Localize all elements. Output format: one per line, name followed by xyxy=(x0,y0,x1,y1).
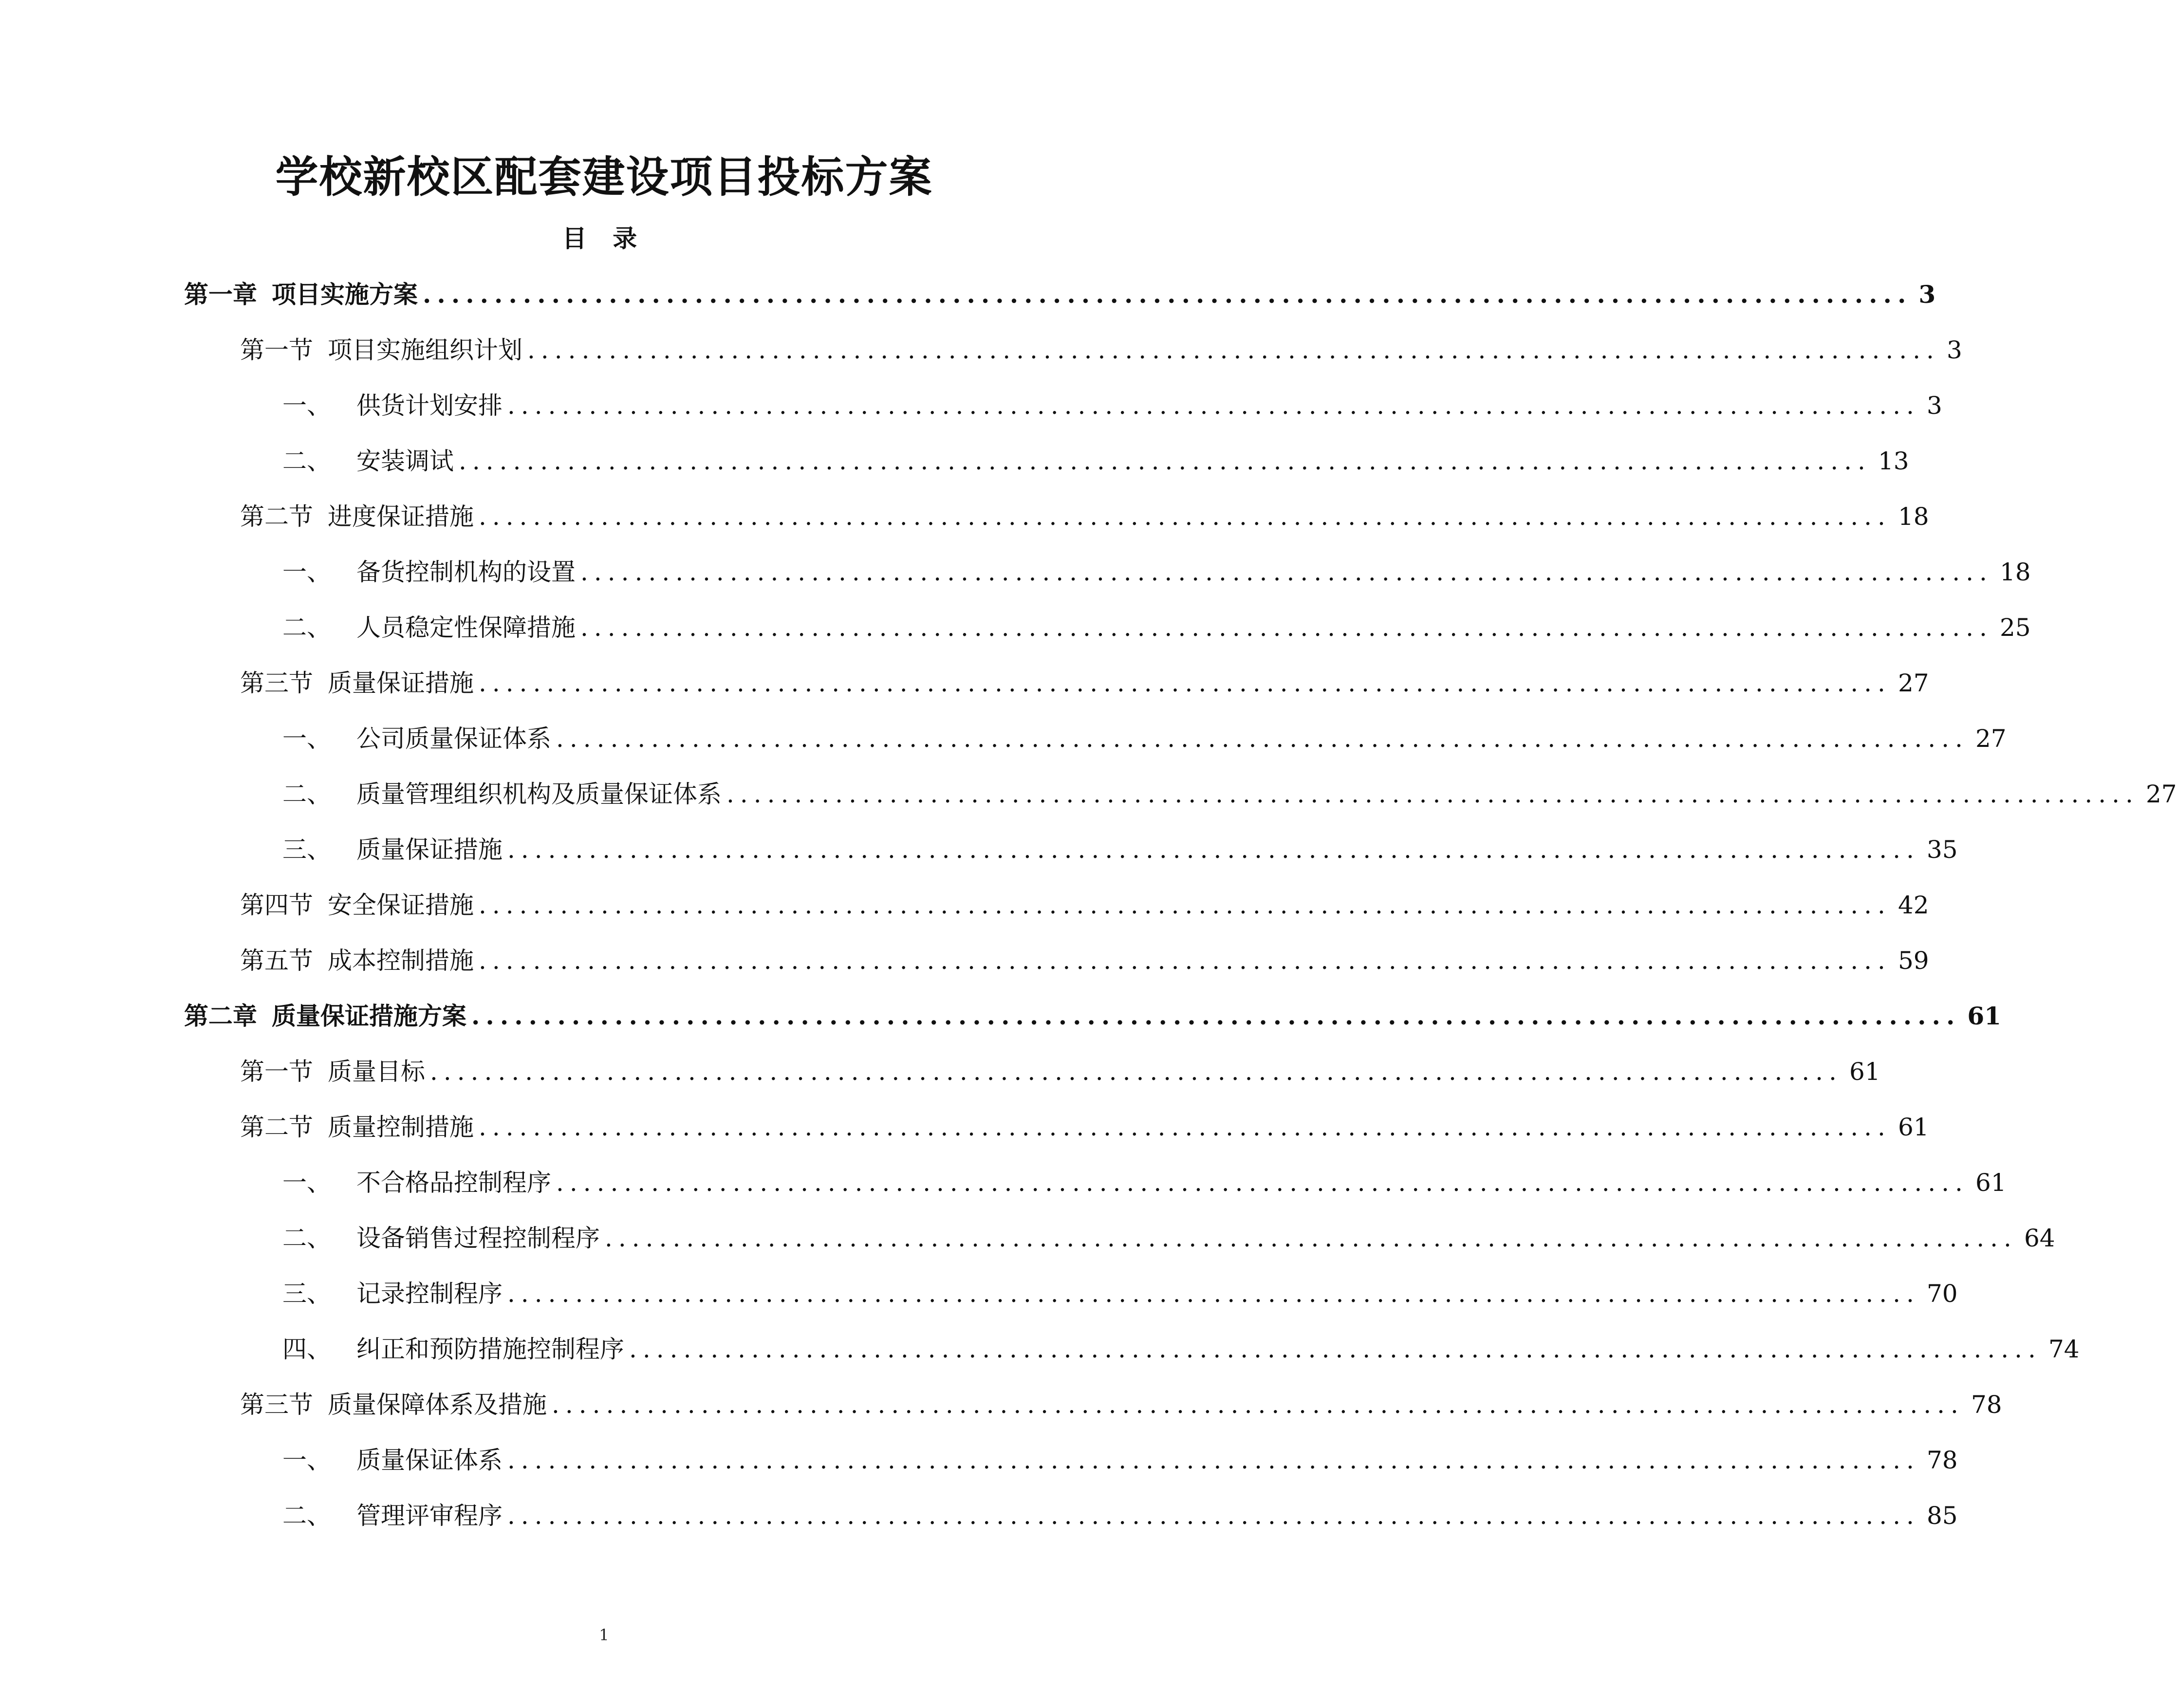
toc-entry[interactable] xyxy=(0,1216,2055,1272)
toc-entry-page: 70 xyxy=(1926,1280,1958,1308)
toc-entry-page: 27 xyxy=(1975,724,2007,753)
toc-entry-page: 3 xyxy=(1926,391,1942,420)
toc-entry-number: 一、 xyxy=(282,558,331,586)
toc-entry-page: 3 xyxy=(1946,336,1962,364)
toc-dot-leader: ........................................................................................................ xyxy=(479,947,1891,975)
toc-dot-leader: ........................................................................................................ xyxy=(552,1391,1964,1419)
toc-entry-page: 78 xyxy=(1926,1446,1958,1474)
toc-entry-title: 不合格品控制程序 xyxy=(356,1169,551,1197)
toc-entry-title: 质量保证体系 xyxy=(356,1446,502,1474)
toc-entry-number: 三、 xyxy=(282,1280,331,1308)
toc-entry-page: 61 xyxy=(1849,1058,1880,1086)
toc-entry-title: 质量保证措施方案 xyxy=(272,1002,466,1030)
toc-dot-leader: ........................................................................................................ xyxy=(507,1446,1920,1474)
toc-dot-leader: ........................................................................................................ xyxy=(479,891,1891,919)
toc-entry-page: 61 xyxy=(1967,1002,2001,1030)
toc-entry-page: 78 xyxy=(1971,1391,2002,1419)
toc-entry[interactable] xyxy=(0,550,2031,606)
toc-entry-page: 27 xyxy=(2145,780,2177,808)
toc-entry-number: 一、 xyxy=(282,391,331,420)
toc-entry-page: 59 xyxy=(1898,947,1929,975)
toc-entry-number: 二、 xyxy=(282,447,331,475)
toc-entry-number: 第一节 xyxy=(240,336,313,364)
toc-dot-leader: ........................................................................................................ xyxy=(423,280,1912,309)
toc-dot-leader: ........................................................................................................ xyxy=(507,835,1920,864)
toc-entry-title: 记录控制程序 xyxy=(356,1280,502,1308)
toc-entry[interactable] xyxy=(0,1050,1880,1105)
toc-entry-title: 公司质量保证体系 xyxy=(356,724,551,753)
toc-entry-title: 质量保证措施 xyxy=(356,835,502,864)
toc-entry-title: 质量保证措施 xyxy=(328,669,474,697)
toc-entry-page: 85 xyxy=(1926,1502,1958,1530)
toc-entry-number: 一、 xyxy=(282,1169,331,1197)
toc-dot-leader: ........................................................................................................ xyxy=(507,1280,1920,1308)
toc-entry[interactable] xyxy=(0,1272,1958,1327)
toc-entry-number: 第二章 xyxy=(184,1002,257,1030)
toc-entry-title: 项目实施组织计划 xyxy=(328,336,522,364)
toc-dot-leader: ........................................................................................................ xyxy=(556,724,1969,753)
toc-entry-number: 第四节 xyxy=(240,891,313,919)
toc-entry[interactable] xyxy=(0,994,2001,1050)
toc-entry-title: 项目实施方案 xyxy=(272,280,418,309)
toc-entry-number: 二、 xyxy=(282,1502,331,1530)
toc-entry[interactable] xyxy=(0,1161,2007,1216)
toc-dot-leader: ........................................................................................................ xyxy=(527,336,1940,364)
toc-dot-leader: ........................................................................................................ xyxy=(726,780,2139,808)
toc-entry-title: 备货控制机构的设置 xyxy=(356,558,576,586)
toc-entry-number: 第三节 xyxy=(240,669,313,697)
toc-entry-title: 设备销售过程控制程序 xyxy=(356,1224,600,1252)
toc-dot-leader: ........................................................................................................ xyxy=(629,1335,2042,1363)
toc-entry[interactable] xyxy=(0,606,2031,661)
toc-entry-title: 质量控制措施 xyxy=(328,1113,474,1141)
toc-entry[interactable] xyxy=(0,772,2177,828)
toc-entry-page: 42 xyxy=(1898,891,1929,919)
toc-dot-leader: ........................................................................................................ xyxy=(459,447,1871,475)
toc-entry-number: 第一节 xyxy=(240,1058,313,1086)
toc-dot-leader: ........................................................................................................ xyxy=(580,558,1993,586)
toc-entry-page: 3 xyxy=(1918,280,1936,309)
toc-dot-leader: ........................................................................................................ xyxy=(479,502,1891,531)
toc-entry[interactable] xyxy=(0,1383,2002,1438)
toc-entry-title: 人员稳定性保障措施 xyxy=(356,613,576,642)
toc-dot-leader: ........................................................................................................ xyxy=(507,391,1920,420)
toc-entry[interactable] xyxy=(0,273,1936,328)
document-title: 学校新校区配套建设项目投标方案 xyxy=(275,151,933,202)
toc-entry-title: 质量保障体系及措施 xyxy=(328,1391,547,1419)
toc-entry[interactable] xyxy=(0,883,1929,939)
toc-dot-leader: ........................................................................................................ xyxy=(479,669,1891,697)
toc-entry[interactable] xyxy=(0,495,1929,550)
toc-entry[interactable] xyxy=(0,661,1929,717)
toc-entry[interactable] xyxy=(0,328,1962,384)
toc-entry-number: 第一章 xyxy=(184,280,257,309)
toc-entry-page: 25 xyxy=(1999,613,2031,642)
toc-entry-title: 管理评审程序 xyxy=(356,1502,502,1530)
toc-entry-number: 一、 xyxy=(282,1446,331,1474)
toc-entry-page: 35 xyxy=(1926,835,1958,864)
toc-entry-page: 74 xyxy=(2048,1335,2080,1363)
toc-entry-title: 安装调试 xyxy=(356,447,454,475)
toc-entry-number: 四、 xyxy=(282,1335,331,1363)
toc-entry-title: 进度保证措施 xyxy=(328,502,474,531)
toc-dot-leader: ........................................................................................................ xyxy=(605,1224,2017,1252)
toc-entry[interactable] xyxy=(0,1494,1958,1549)
toc-entry-page: 13 xyxy=(1878,447,1909,475)
toc-entry[interactable] xyxy=(0,717,2007,772)
toc-entry[interactable] xyxy=(0,828,1958,883)
toc-dot-leader: ........................................................................................................ xyxy=(471,1002,1961,1030)
toc-dot-leader: ........................................................................................................ xyxy=(479,1113,1891,1141)
toc-entry-title: 供货计划安排 xyxy=(356,391,502,420)
toc-entry-number: 二、 xyxy=(282,780,331,808)
toc-entry-page: 27 xyxy=(1898,669,1929,697)
toc-entry-title: 质量管理组织机构及质量保证体系 xyxy=(356,780,722,808)
toc-entry[interactable] xyxy=(0,1438,1958,1494)
toc-entry-number: 第二节 xyxy=(240,502,313,531)
toc-heading: 目 录 xyxy=(562,224,646,253)
toc-dot-leader: ........................................................................................................ xyxy=(580,613,1993,642)
page-number: 1 xyxy=(599,1626,609,1644)
toc-entry[interactable] xyxy=(0,384,1942,439)
toc-dot-leader: ........................................................................................................ xyxy=(556,1169,1969,1197)
toc-entry-number: 第五节 xyxy=(240,947,313,975)
toc-dot-leader: ........................................................................................................ xyxy=(507,1502,1920,1530)
toc-entry[interactable] xyxy=(0,439,1909,495)
toc-entry-number: 三、 xyxy=(282,835,331,864)
toc-entry-number: 第三节 xyxy=(240,1391,313,1419)
toc-entry-page: 61 xyxy=(1898,1113,1929,1141)
toc-entry-page: 61 xyxy=(1975,1169,2007,1197)
toc-entry-number: 二、 xyxy=(282,1224,331,1252)
toc-entry-page: 18 xyxy=(1898,502,1929,531)
toc-entry-number: 二、 xyxy=(282,613,331,642)
toc-dot-leader: ........................................................................................................ xyxy=(430,1058,1842,1086)
toc-entry-page: 64 xyxy=(2024,1224,2055,1252)
toc-entry-number: 一、 xyxy=(282,724,331,753)
toc-entry-title: 质量目标 xyxy=(328,1058,425,1086)
toc-entry-title: 成本控制措施 xyxy=(328,947,474,975)
toc-entry-number: 第二节 xyxy=(240,1113,313,1141)
table-of-contents xyxy=(0,273,2177,1549)
toc-entry[interactable] xyxy=(0,939,1929,994)
toc-entry[interactable] xyxy=(0,1105,1929,1161)
toc-entry-title: 纠正和预防措施控制程序 xyxy=(356,1335,624,1363)
toc-entry-page: 18 xyxy=(1999,558,2031,586)
toc-entry-title: 安全保证措施 xyxy=(328,891,474,919)
toc-entry[interactable] xyxy=(0,1327,2080,1383)
